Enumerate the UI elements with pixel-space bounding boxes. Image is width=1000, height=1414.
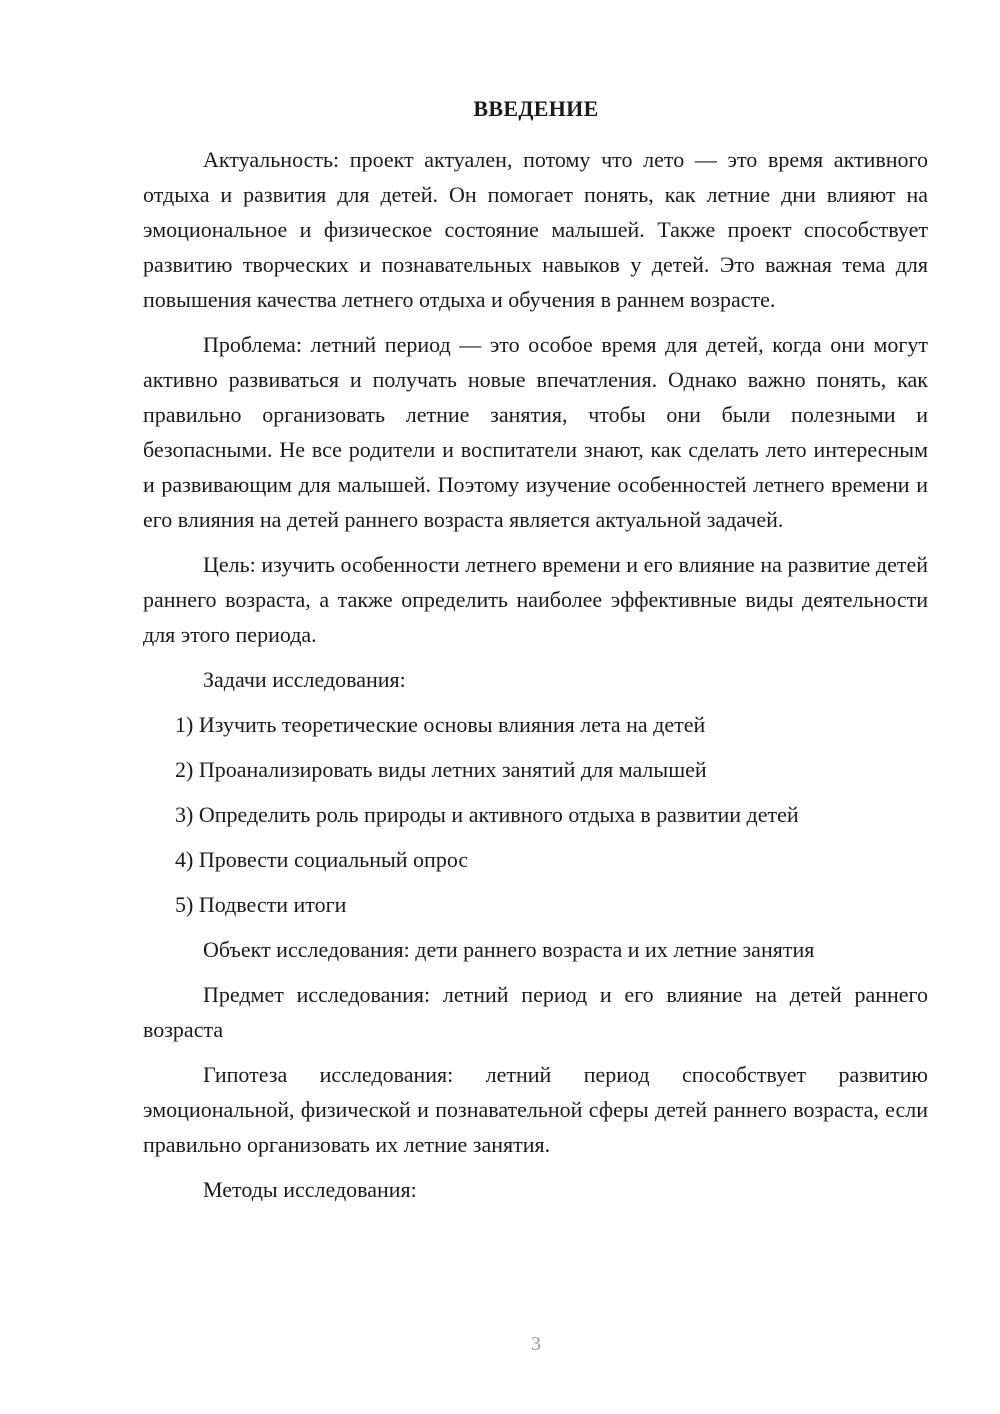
paragraph-subject: Предмет исследования: летний период и его влияние на детей раннего возраста — [143, 982, 928, 1042]
list-item: 1) Изучить теоретические основы влияния лета на детей — [175, 712, 706, 737]
list-item: 5) Подвести итоги — [175, 892, 347, 917]
paragraph-tasks-heading: Задачи исследования: — [203, 667, 406, 692]
paragraph-problem: Проблема: летний период — это особое время для детей, когда они могут активно развиваться и получать новые впечатления. Однако важно понять, как правильно организовать летние занятия, чтобы они были полезными и безопасными. Не все родители и воспитатели знают, как сделать лето интересным и развивающим для малышей. Поэтому изучение особенностей летнего времени и его влияния на детей раннего возраста является актуальной задачей. — [143, 332, 928, 532]
section-title: ВВЕДЕНИЕ — [473, 96, 599, 121]
page-number: 3 — [531, 1333, 541, 1355]
list-item: 3) Определить роль природы и активного отдыха в развитии детей — [175, 802, 799, 827]
paragraph-object: Объект исследования: дети раннего возраста и их летние занятия — [203, 937, 815, 962]
document-body — [143, 142, 928, 1217]
paragraph-goal: Цель: изучить особенности летнего времени и его влияние на развитие детей раннего возраста, а также определить наиболее эффективные виды деятельности для этого периода. — [143, 552, 928, 647]
list-item: 4) Провести социальный опрос — [175, 847, 469, 872]
list-item: 2) Проанализировать виды летних занятий для малышей — [175, 757, 707, 782]
paragraph-hypothesis: Гипотеза исследования: летний период способствует развитию эмоциональной, физической и познавательной сферы детей раннего возраста, если правильно организовать их летние занятия. — [143, 1062, 928, 1157]
tasks-list — [143, 707, 928, 922]
paragraph-methods-heading: Методы исследования: — [203, 1177, 417, 1202]
paragraph-relevance: Актуальность: проект актуален, потому что лето — это время активного отдыха и развития для детей. Он помогает понять, как летние дни влияют на эмоциональное и физическое состояние малышей. Также проект способствует развитию творческих и познавательных навыков у детей. Это важная тема для повышения качества летнего отдыха и обучения в раннем возрасте. — [143, 147, 928, 312]
